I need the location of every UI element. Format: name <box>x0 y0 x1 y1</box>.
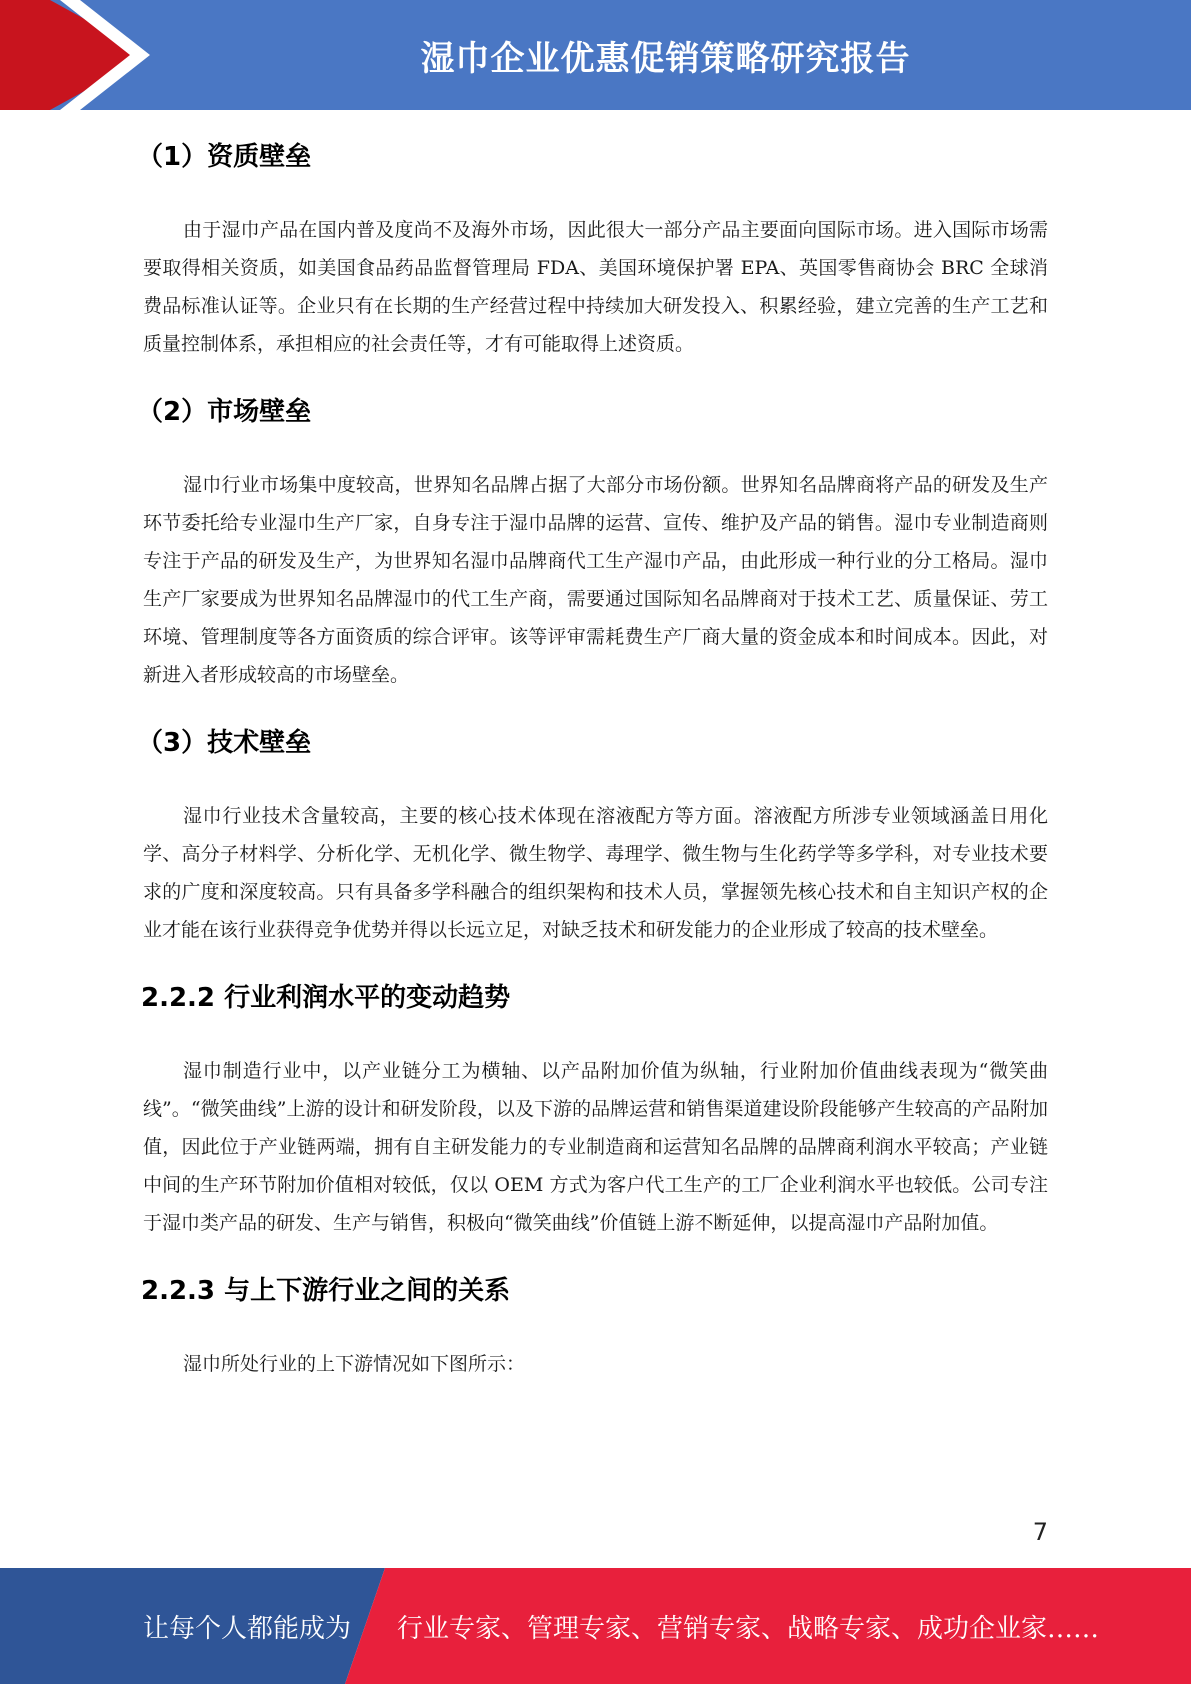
document-body <box>137 118 1048 1411</box>
section-heading: （3）技术壁垒 <box>137 728 312 758</box>
section-paragraph: 湿巾行业市场集中度较高，世界知名品牌占据了大部分市场份额。世界知名品牌商将产品的研发及生产环节委托给专业湿巾生产厂家，自身专注于湿巾品牌的运营、宣传、维护及产品的销售。湿巾专业制造商则专注于产品的研发及生产，为世界知名湿巾品牌商代工生产湿巾产品，由此形成一种行业的分工格局。湿巾生产厂家要成为世界知名品牌湿巾的代工生产商，需要通过国际知名品牌商对于技术工艺、质量保证、劳工环境、管理制度等各方面资质的综合评审。该等评审需耗费生产厂商大量的资金成本和时间成本。因此，对新进入者形成较高的市场壁垒。 <box>143 474 1048 686</box>
page-header <box>0 0 1191 110</box>
footer-slogan-right: 行业专家、管理专家、营销专家、战略专家、成功企业家…… <box>397 1613 1100 1644</box>
section-paragraph: 湿巾行业技术含量较高，主要的核心技术体现在溶液配方等方面。溶液配方所涉专业领域涵盖日用化学、高分子材料学、分析化学、无机化学、微生物学、毒理学、微生物与生化药学等多学科，对专业技术要求的广度和深度较高。只有具备多学科融合的组织架构和技术人员，掌握领先核心技术和自主知识产权的企业才能在该行业获得竞争优势并得以长远立足，对缺乏技术和研发能力的企业形成了较高的技术壁垒。 <box>143 805 1048 941</box>
page-number: 7 <box>1032 1518 1048 1546</box>
section-heading: （1）资质壁垒 <box>137 142 312 172</box>
section-paragraph: 由于湿巾产品在国内普及度尚不及海外市场，因此很大一部分产品主要面向国际市场。进入国际市场需要取得相关资质，如美国食品药品监督管理局 FDA、美国环境保护署 EPA、英国零售商协会 BRC 全球消费品标准认证等。企业只有在长期的生产经营过程中持续加大研发投入、积累经验，建立完善的生产工艺和质量控制体系，承担相应的社会责任等，才有可能取得上述资质。 <box>143 219 1048 355</box>
section-heading: 2.2.3 与上下游行业之间的关系 <box>141 1276 511 1306</box>
section-paragraph: 湿巾制造行业中，以产业链分工为横轴、以产品附加价值为纵轴，行业附加价值曲线表现为“微笑曲线”。“微笑曲线”上游的设计和研发阶段，以及下游的品牌运营和销售渠道建设阶段能够产生较高的产品附加值，因此位于产业链两端，拥有自主研发能力的专业制造商和运营知名品牌的品牌商利润水平较高；产业链中间的生产环节附加价值相对较低，仅以 OEM 方式为客户代工生产的工厂企业利润水平也较低。公司专注于湿巾类产品的研发、生产与销售，积极向“微笑曲线”价值链上游不断延伸，以提高湿巾产品附加值。 <box>143 1060 1048 1234</box>
header-title: 湿巾企业优惠促销策略研究报告 <box>420 38 911 79</box>
footer-slogan-left: 让每个人都能成为 <box>143 1613 352 1644</box>
section-heading: 2.2.2 行业利润水平的变动趋势 <box>141 983 511 1013</box>
page-footer <box>0 1568 1191 1684</box>
section-heading: （2）市场壁垒 <box>137 397 312 427</box>
section-paragraph: 湿巾所处行业的上下游情况如下图所示： <box>183 1353 526 1375</box>
